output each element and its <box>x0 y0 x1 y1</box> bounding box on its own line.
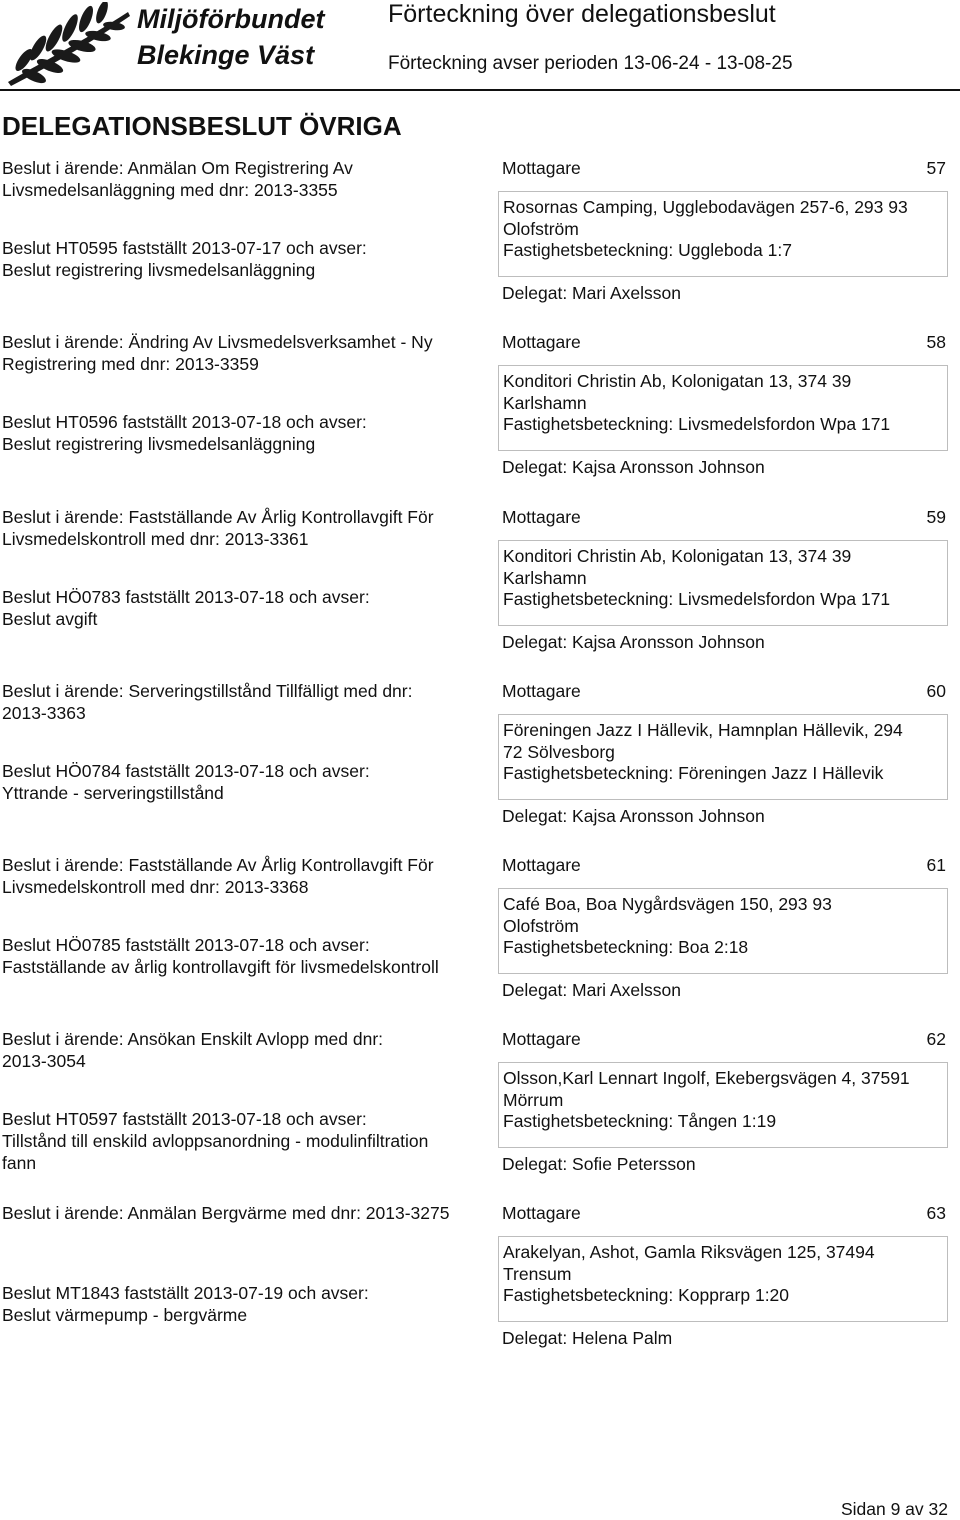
recipient-block <box>498 1028 948 1175</box>
recipient-address-box <box>498 888 948 974</box>
recipient-line: Trensum <box>503 1263 572 1284</box>
recipient-line: Café Boa, Boa Nygårdsvägen 150, 293 93 <box>503 894 832 914</box>
recipient-line: Mörrum <box>503 1089 564 1110</box>
delegate-name: Delegat: Sofie Petersson <box>502 1154 696 1174</box>
case-line: Beslut i ärende: Anmälan Om Registrering Av <box>2 158 353 178</box>
case-line: Beslut i ärende: Fastställande Av Årlig Kontrollavgift För <box>2 507 434 527</box>
recipient-line: Fastighetsbeteckning: Tången 1:19 <box>503 1111 777 1131</box>
case-line: Beslut i ärende: Ändring Av Livsmedelsverksamhet - Ny <box>2 332 433 352</box>
decision-description <box>2 1028 490 1174</box>
decision-line: Beslut registrering livsmedelsanläggning <box>2 260 316 280</box>
decision-line: Tillstånd till enskild avloppsanordning - modulinfiltration <box>2 1131 429 1151</box>
decision-description <box>2 1202 490 1326</box>
case-line: Registrering med dnr: 2013-3359 <box>2 354 259 374</box>
recipient-line: 72 Sölvesborg <box>503 741 615 762</box>
recipient-line: Fastighetsbeteckning: Föreningen Jazz I Hällevik <box>503 763 884 783</box>
org-name-line2: Blekinge Väst <box>137 40 315 70</box>
decision-line: Beslut värmepump - bergvärme <box>2 1305 248 1325</box>
recipient-line: Arakelyan, Ashot, Gamla Riksvägen 125, 37494 <box>503 1242 875 1262</box>
delegate-name: Delegat: Helena Palm <box>502 1328 673 1348</box>
recipient-line: Konditori Christin Ab, Kolonigatan 13, 374 39 <box>503 546 852 566</box>
recipient-label: Mottagare <box>502 681 581 701</box>
page-header <box>0 0 960 90</box>
case-line: Beslut i ärende: Anmälan Bergvärme med dnr: 2013-3275 <box>2 1203 450 1223</box>
recipient-line: Fastighetsbeteckning: Livsmedelsfordon Wpa 171 <box>503 589 891 609</box>
decision-description <box>2 157 490 281</box>
decision-line: Yttrande - serveringstillstånd <box>2 783 224 803</box>
recipient-line: Fastighetsbeteckning: Boa 2:18 <box>503 937 749 957</box>
decision-line: Beslut HÖ0784 fastställt 2013-07-18 och avser: <box>2 761 370 781</box>
recipient-address-box <box>498 1236 948 1322</box>
recipient-line: Olsson,Karl Lennart Ingolf, Ekebergsvägen 4, 37591 <box>503 1068 910 1088</box>
decision-line: Beslut avgift <box>2 609 98 629</box>
recipient-line: Karlshamn <box>503 567 587 588</box>
delegate-name: Delegat: Kajsa Aronsson Johnson <box>502 457 765 477</box>
case-line: Beslut i ärende: Ansökan Enskilt Avlopp med dnr: <box>2 1029 384 1049</box>
recipient-label: Mottagare <box>502 332 581 352</box>
case-line <box>2 1224 490 1246</box>
decision-line: fann <box>2 1153 37 1173</box>
decision-line: Beslut HT0597 fastställt 2013-07-18 och avser: <box>2 1109 367 1129</box>
recipient-line: Olofström <box>503 915 579 936</box>
report-period: Förteckning avser perioden 13-06-24 - 13-08-25 <box>388 53 793 74</box>
recipient-address-box <box>498 1062 948 1148</box>
recipient-line: Olofström <box>503 218 579 239</box>
recipient-label: Mottagare <box>502 507 581 527</box>
decision-line: Beslut HÖ0785 fastställt 2013-07-18 och avser: <box>2 935 370 955</box>
entry-number: 58 <box>926 332 946 352</box>
leaf-branch-logo-icon <box>2 2 132 88</box>
recipient-label: Mottagare <box>502 855 581 875</box>
header-divider <box>0 89 960 91</box>
decision-description <box>2 854 490 978</box>
recipient-label: Mottagare <box>502 1029 581 1049</box>
decision-description <box>2 680 490 804</box>
delegate-name: Delegat: Mari Axelsson <box>502 980 681 1000</box>
entry-number: 61 <box>926 855 946 875</box>
recipient-line: Konditori Christin Ab, Kolonigatan 13, 374 39 <box>503 371 852 391</box>
case-line: 2013-3363 <box>2 703 86 723</box>
section-title: DELEGATIONSBESLUT ÖVRIGA <box>2 111 402 141</box>
decision-line: Beslut HT0595 fastställt 2013-07-17 och avser: <box>2 238 367 258</box>
delegate-name: Delegat: Mari Axelsson <box>502 283 681 303</box>
recipient-line: Föreningen Jazz I Hällevik, Hamnplan Hällevik, 294 <box>503 720 903 740</box>
recipient-block <box>498 506 948 653</box>
entry-number: 63 <box>926 1203 946 1223</box>
recipient-block <box>498 680 948 827</box>
decision-line: Beslut HT0596 fastställt 2013-07-18 och avser: <box>2 412 367 432</box>
decision-line: Beslut registrering livsmedelsanläggning <box>2 434 316 454</box>
case-line: 2013-3054 <box>2 1051 86 1071</box>
recipient-line: Fastighetsbeteckning: Uggleboda 1:7 <box>503 240 792 260</box>
recipient-label: Mottagare <box>502 1203 581 1223</box>
recipient-block <box>498 1202 948 1349</box>
page-number: Sidan 9 av 32 <box>840 1499 948 1519</box>
recipient-address-box <box>498 365 948 451</box>
document-title: Förteckning över delegationsbeslut <box>388 0 776 28</box>
entry-number: 62 <box>926 1029 946 1049</box>
case-line: Livsmedelskontroll med dnr: 2013-3368 <box>2 877 309 897</box>
decision-description <box>2 506 490 630</box>
delegate-name: Delegat: Kajsa Aronsson Johnson <box>502 632 765 652</box>
case-line: Beslut i ärende: Serveringstillstånd Tillfälligt med dnr: <box>2 681 413 701</box>
case-line: Livsmedelsanläggning med dnr: 2013-3355 <box>2 180 338 200</box>
case-line: Livsmedelskontroll med dnr: 2013-3361 <box>2 529 309 549</box>
decision-line: Beslut HÖ0783 fastställt 2013-07-18 och avser: <box>2 587 370 607</box>
recipient-block <box>498 157 948 304</box>
recipient-address-box <box>498 540 948 626</box>
case-line: Beslut i ärende: Fastställande Av Årlig Kontrollavgift För <box>2 855 434 875</box>
recipient-address-box <box>498 714 948 800</box>
recipient-line: Fastighetsbeteckning: Kopprarp 1:20 <box>503 1285 790 1305</box>
entry-number: 59 <box>926 507 946 527</box>
decision-line: Beslut MT1843 fastställt 2013-07-19 och avser: <box>2 1283 369 1303</box>
decision-line: Fastställande av årlig kontrollavgift för livsmedelskontroll <box>2 957 439 977</box>
decision-description <box>2 331 490 455</box>
entry-number: 57 <box>926 158 946 178</box>
recipient-label: Mottagare <box>502 158 581 178</box>
org-name-line1: Miljöförbundet <box>137 4 325 34</box>
entry-number: 60 <box>926 681 946 701</box>
recipient-block <box>498 854 948 1001</box>
recipient-address-box <box>498 191 948 277</box>
recipient-line: Rosornas Camping, Ugglebodavägen 257-6, 293 93 <box>503 197 908 217</box>
recipient-block <box>498 331 948 478</box>
delegate-name: Delegat: Kajsa Aronsson Johnson <box>502 806 765 826</box>
recipient-line: Karlshamn <box>503 392 587 413</box>
recipient-line: Fastighetsbeteckning: Livsmedelsfordon Wpa 171 <box>503 414 891 434</box>
